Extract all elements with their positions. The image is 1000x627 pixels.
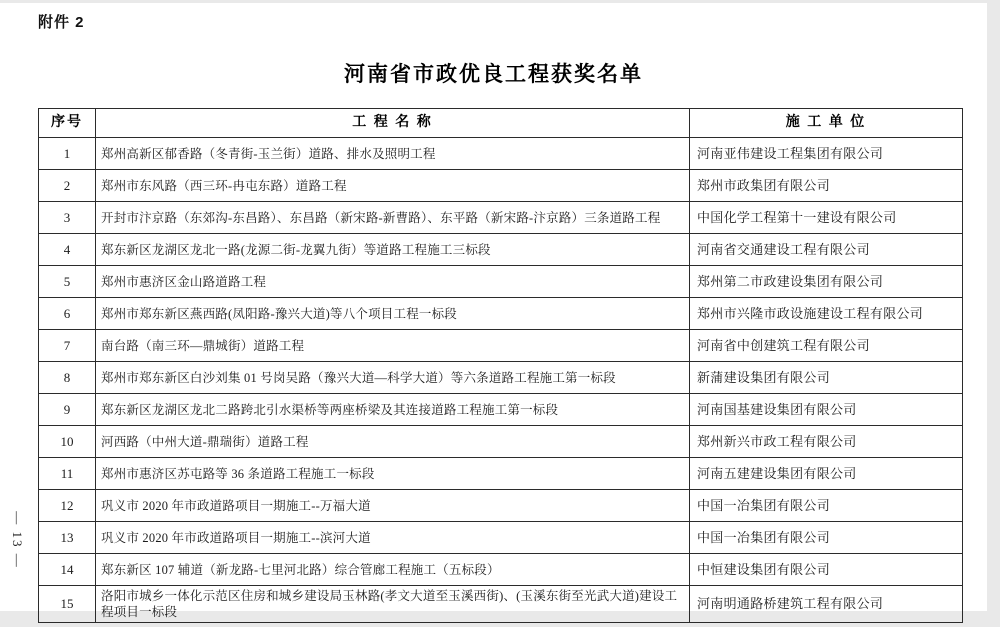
row-construction-unit: 河南亚伟建设工程集团有限公司 [690,138,963,170]
row-construction-unit: 河南省交通建设工程有限公司 [690,234,963,266]
row-project-name: 郑东新区龙湖区龙北一路(龙源二街-龙翼九街）等道路工程施工三标段 [96,234,690,266]
table-row [39,266,963,298]
row-project-name: 郑州市东风路（西三环-冉屯东路）道路工程 [96,170,690,202]
table-row [39,586,963,623]
row-construction-unit: 河南明通路桥建筑工程有限公司 [690,586,963,623]
row-serial-number: 6 [39,298,96,330]
table-row [39,394,963,426]
awards-table-body [39,138,963,623]
row-serial-number: 14 [39,554,96,586]
col-header-project-name: 工 程 名 称 [96,109,690,138]
row-project-name: 郑州市惠济区苏屯路等 36 条道路工程施工一标段 [96,458,690,490]
row-construction-unit: 郑州市兴隆市政设施建设工程有限公司 [690,298,963,330]
table-row [39,330,963,362]
table-row [39,554,963,586]
col-header-serial-number: 序号 [39,109,96,138]
row-project-name: 南台路（南三环—鼎城街）道路工程 [96,330,690,362]
row-serial-number: 8 [39,362,96,394]
row-project-name: 洛阳市城乡一体化示范区住房和城乡建设局玉林路(孝文大道至玉溪西街)、(玉溪东街至光武大道)建设工程项目一标段 [96,586,690,623]
row-project-name: 郑州市郑东新区燕西路(凤阳路-豫兴大道)等八个项目工程一标段 [96,298,690,330]
row-construction-unit: 郑州新兴市政工程有限公司 [690,426,963,458]
table-row [39,362,963,394]
row-construction-unit: 新蒲建设集团有限公司 [690,362,963,394]
row-construction-unit: 河南国基建设集团有限公司 [690,394,963,426]
row-serial-number: 10 [39,426,96,458]
attachment-label: 附件 2 [38,14,85,31]
row-project-name: 郑东新区龙湖区龙北二路跨北引水渠桥等两座桥梁及其连接道路工程施工第一标段 [96,394,690,426]
row-project-name: 河西路（中州大道-鼎瑞街）道路工程 [96,426,690,458]
row-serial-number: 4 [39,234,96,266]
row-project-name: 郑州高新区郁香路（冬青街-玉兰街）道路、排水及照明工程 [96,138,690,170]
table-header-row [39,109,963,138]
document-page [0,3,987,619]
page-title: 河南省市政优良工程获奖名单 [344,63,643,86]
table-row [39,490,963,522]
row-project-name: 巩义市 2020 年市政道路项目一期施工--滨河大道 [96,522,690,554]
row-project-name: 郑州市郑东新区白沙刘集 01 号岗吴路（豫兴大道—科学大道）等六条道路工程施工第一标段 [96,362,690,394]
row-construction-unit: 中国一冶集团有限公司 [690,522,963,554]
row-serial-number: 12 [39,490,96,522]
row-project-name: 开封市汴京路（东郊沟-东昌路）、东昌路（新宋路-新曹路）、东平路（新宋路-汴京路）三条道路工程 [96,202,690,234]
row-serial-number: 9 [39,394,96,426]
table-row [39,426,963,458]
row-construction-unit: 郑州第二市政建设集团有限公司 [690,266,963,298]
row-construction-unit: 中国一冶集团有限公司 [690,490,963,522]
row-construction-unit: 郑州市政集团有限公司 [690,170,963,202]
row-serial-number: 1 [39,138,96,170]
row-serial-number: 13 [39,522,96,554]
col-header-construction-unit: 施 工 单 位 [690,109,963,138]
gutter-page-number: — 13 — [10,511,25,569]
table-row [39,170,963,202]
row-construction-unit: 中国化学工程第十一建设有限公司 [690,202,963,234]
row-construction-unit: 河南五建建设集团有限公司 [690,458,963,490]
row-serial-number: 11 [39,458,96,490]
row-project-name: 郑州市惠济区金山路道路工程 [96,266,690,298]
table-row [39,298,963,330]
row-serial-number: 5 [39,266,96,298]
table-row [39,458,963,490]
row-construction-unit: 河南省中创建筑工程有限公司 [690,330,963,362]
table-row [39,234,963,266]
row-construction-unit: 中恒建设集团有限公司 [690,554,963,586]
row-serial-number: 3 [39,202,96,234]
row-serial-number: 15 [39,586,96,623]
row-serial-number: 2 [39,170,96,202]
row-project-name: 巩义市 2020 年市政道路项目一期施工--万福大道 [96,490,690,522]
row-serial-number: 7 [39,330,96,362]
table-row [39,522,963,554]
awards-table [38,108,963,623]
row-project-name: 郑东新区 107 辅道（新龙路-七里河北路）综合管廊工程施工（五标段） [96,554,690,586]
table-row [39,202,963,234]
table-row [39,138,963,170]
